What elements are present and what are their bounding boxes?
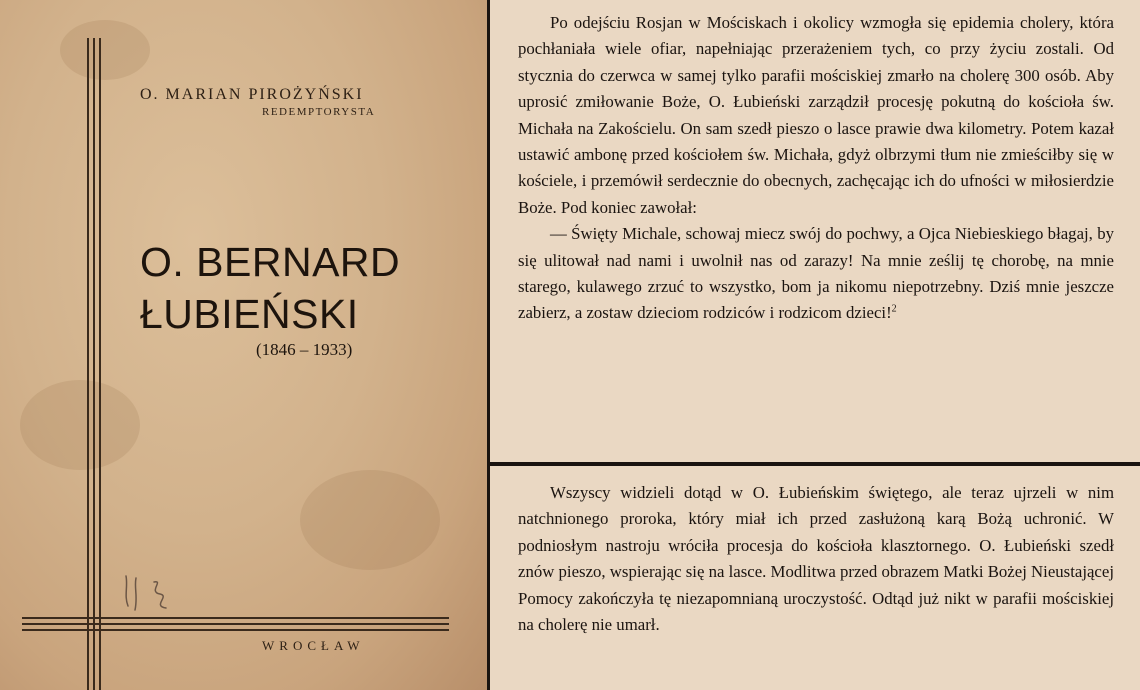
book-cover	[0, 0, 487, 690]
cover-years: (1846 – 1933)	[256, 340, 353, 359]
quote-text: — Święty Michale, schowaj miecz swój do pochwy, a Ojca Niebieskiego błagaj, by się ulitował nad nami i uwolnił nas od zarazy! Na mnie ześlij tę chorobę, na mnie starego, kulawego zrzuć to wszystko, bom ja nikomu niepotrzebny. Dziś mnie jeszcze zabierz, a zostaw dzieciom rodziców i rodzicom dzieci!	[518, 224, 1114, 323]
cover-title-line2: ŁUBIEŃSKI	[140, 291, 359, 337]
cover-horizontal-rule	[22, 617, 449, 619]
cover-horizontal-rule	[22, 629, 449, 631]
cover-horizontal-rule	[22, 623, 449, 625]
paper-stain	[300, 470, 440, 570]
text-page-bottom	[490, 466, 1140, 690]
cover-title-line1: O. BERNARD	[140, 239, 401, 285]
paragraph: Wszyscy widzieli dotąd w O. Łubieńskim świętego, ale teraz ujrzeli w nim natchnionego proroka, który miał ich przed zasłużoną karą Bożą uchronić. W podniosłym nastroju wróciła procesja do kościoła klasztornego. O. Łubieński szedł znów pieszo, wspierając się na lasce. Modlitwa przed obrazem Matki Bożej Nieustającej Pomocy zakończyła tę niezapomnianą uroczystość. Odtąd już nikt w parafii mościskiej na cholerę nie umarł.	[518, 483, 1114, 635]
cover-title	[140, 236, 430, 340]
cover-vertical-rule	[93, 38, 95, 690]
pencil-scribble	[118, 566, 178, 626]
text-page-top	[490, 0, 1140, 462]
paper-stain	[60, 20, 150, 80]
quote-paragraph	[518, 221, 1114, 327]
cover-vertical-rule	[99, 38, 101, 690]
cover-author: O. MARIAN PIROŻYŃSKI	[140, 86, 364, 103]
cover-city: WROCŁAW	[262, 638, 365, 653]
cover-vertical-rule	[87, 38, 89, 690]
paper-stain	[20, 380, 140, 470]
paragraph: Po odejściu Rosjan w Mościskach i okolicy wzmogła się epidemia cholery, która pochłaniała wiele ofiar, napełniając przerażeniem tych, co przy życiu zostali. Od stycznia do czerwca w samej tylko parafii mościskiej zmarło na cholerę 300 osób. Aby uprosić zmiłowanie Boże, O. Łubieński zarządził procesję pokutną do kościoła św. Michała na Zakościelu. On sam szedł pieszo o lasce prawie dwa kilometry. Potem kazał ustawić ambonę przed kościołem św. Michała, gdyż olbrzymi tłum nie zmieściłby się w kościele, i przemówił serdecznie do obecnych, zachęcając ich do ufności w miłosierdzie Boże. Pod koniec zawołał:	[518, 13, 1114, 217]
footnote-marker: 2	[891, 303, 897, 315]
cover-order: REDEMPTORYSTA	[262, 106, 376, 118]
